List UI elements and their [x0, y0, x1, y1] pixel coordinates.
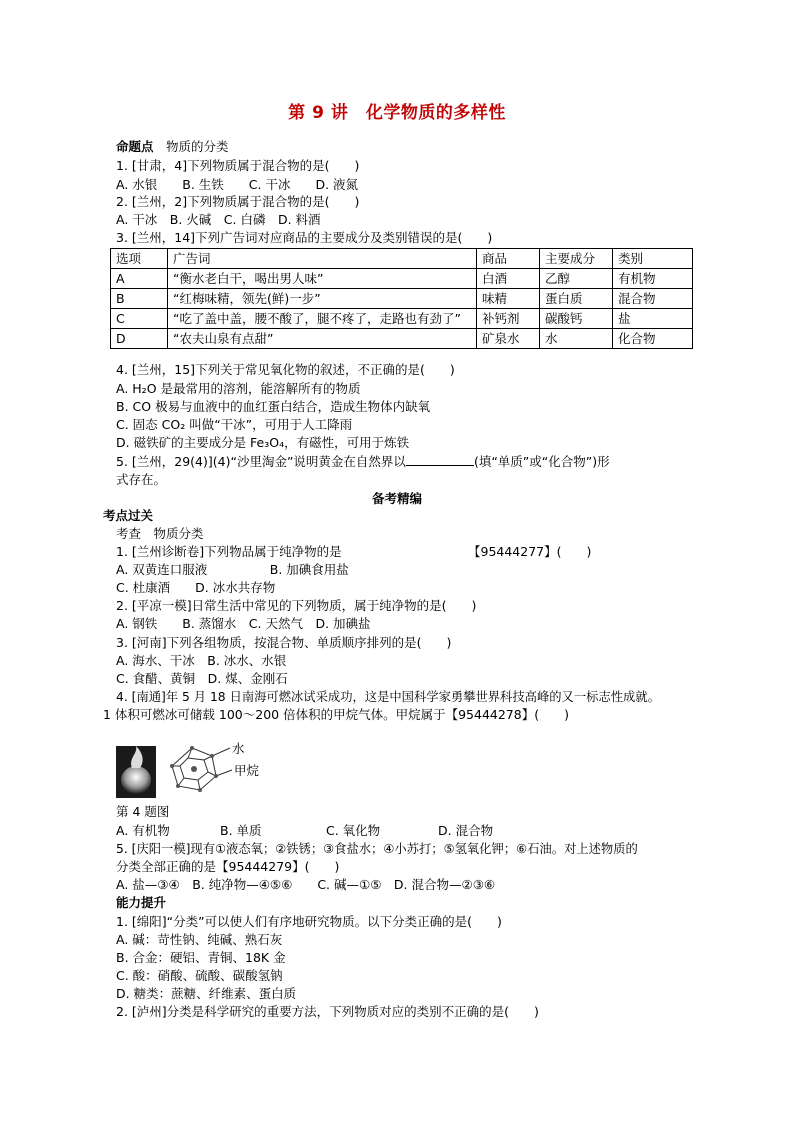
ability-q1-stem: 1. [绵阳]“分类”可以使人们有序地研究物质。以下分类正确的是( ) [116, 914, 502, 929]
section-heading-topic: 物质的分类 [153, 139, 229, 154]
table-cell: 味精 [477, 289, 540, 309]
table-header-row [111, 249, 693, 269]
table-cell: 有机物 [613, 269, 693, 289]
table-row [111, 289, 693, 309]
section-heading-bold: 命题点 [116, 139, 154, 154]
section-heading [116, 138, 229, 156]
review-q2-options: A. 钢铁 B. 蒸馏水 C. 天然气 D. 加碘盐 [116, 616, 371, 631]
table-cell: 盐 [613, 309, 693, 329]
table-cell: 补钙剂 [477, 309, 540, 329]
table-cell: 蛋白质 [540, 289, 613, 309]
table-cell: C [111, 309, 168, 329]
review-q4-option: A. 有机物 [116, 823, 170, 838]
ability-q1-option: A. 碱：苛性钠、纯碱、熟石灰 [116, 932, 283, 947]
ability-q2-stem: 2. [泸州]分类是科学研究的重要方法，下列物质对应的类别不正确的是( ) [116, 1004, 539, 1019]
table-header-cell: 主要成分 [540, 249, 613, 269]
table-cell: “农夫山泉有点甜” [168, 329, 477, 349]
review-q3-stem: 3. [河南]下列各组物质，按混合物、单质顺序排列的是( ) [116, 635, 452, 650]
table-cell: “衡水老白干，喝出男人味” [168, 269, 477, 289]
table-cell: 碳酸钙 [540, 309, 613, 329]
table-cell: 白酒 [477, 269, 540, 289]
question-3-table [110, 248, 693, 349]
question-5-stem-line2: 式存在。 [116, 472, 167, 487]
question-5-stem-after: (填“单质”或“化合物”)形 [473, 454, 610, 469]
table-cell: 混合物 [613, 289, 693, 309]
table-cell: 乙醇 [540, 269, 613, 289]
table-cell: “红梅味精，领先(鲜)一步” [168, 289, 477, 309]
subsection-heading-review: 考点过关 [103, 508, 154, 523]
review-q5-stem-line1: 5. [庆阳一模]现有①液态氧；②铁锈；③食盐水；④小苏打；⑤氢氧化钾；⑥石油。对上述物质的 [116, 842, 638, 856]
review-q2-stem: 2. [平凉一模]日常生活中常见的下列物质，属于纯净物的是( ) [116, 598, 477, 613]
question-2-stem: 2. [兰州，2]下列物质属于混合物的是( ) [116, 194, 360, 209]
question-1-stem: 1. [甘肃，4]下列物质属于混合物的是( ) [116, 158, 360, 173]
review-q1-stem: 1. [兰州诊断卷]下列物品属于纯净物的是 [116, 544, 342, 559]
table-cell: D [111, 329, 168, 349]
question-4-option: D. 磁铁矿的主要成分是 Fe₃O₄，有磁性，可用于炼铁 [116, 435, 410, 450]
question-1-options: A. 水银 B. 生铁 C. 干冰 D. 液氮 [116, 177, 359, 192]
table-header-cell: 选项 [111, 249, 168, 269]
review-q1-options: C. 杜康酒 D. 冰水共存物 [116, 580, 276, 595]
question-5-stem-before: 5. [兰州，29(4)](4)“沙里淘金”说明黄金在自然界以 [116, 454, 406, 469]
review-q3-options: A. 海水、干冰 B. 冰水、水银 [116, 653, 287, 668]
table-cell: 水 [540, 329, 613, 349]
page-title: 第 9 讲 化学物质的多样性 [288, 103, 506, 123]
table-header-cell: 广告词 [168, 249, 477, 269]
review-q5-stem-line2: 分类全部正确的是【95444279】( ) [116, 859, 340, 874]
question-4-option: C. 固态 CO₂ 叫做“干冰”，可用于人工降雨 [116, 417, 353, 432]
ability-q1-option: C. 酸：硝酸、硫酸、碳酸氢钠 [116, 968, 283, 983]
figure-label-methane: 甲烷 [234, 763, 260, 778]
table-cell: A [111, 269, 168, 289]
ability-q1-option: D. 糖类：蔗糖、纤维素、蛋白质 [116, 986, 297, 1001]
review-q4-stem-line2: 1 体积可燃冰可储载 100～200 倍体积的甲烷气体。甲烷属于【95444278】( ) [103, 707, 569, 722]
question-4-stem: 4. [兰州，15]下列关于常见氧化物的叙述，不正确的是( ) [116, 362, 455, 377]
review-q5-options: A. 盐—③④ B. 纯净物—④⑤⑥ C. 碱—①⑤ D. 混合物—②③⑥ [116, 877, 496, 892]
figure-caption: 第 4 题图 [116, 804, 170, 819]
answer-blank[interactable] [406, 453, 474, 466]
table-cell: “吃了盖中盖，腰不酸了，腿不疼了，走路也有劲了” [168, 309, 477, 329]
figure-label-water: 水 [232, 741, 245, 756]
table-cell: 矿泉水 [477, 329, 540, 349]
table-row [111, 329, 693, 349]
review-q4-option: B. 单质 [220, 823, 262, 838]
subsection-heading-ability: 能力提升 [116, 895, 167, 910]
methane-hydrate-figure [116, 740, 260, 800]
review-q3-options: C. 食醋、黄铜 D. 煤、金刚石 [116, 671, 288, 686]
table-row [111, 269, 693, 289]
table-header-cell: 商品 [477, 249, 540, 269]
subsection-topic: 考查 物质分类 [116, 526, 204, 541]
review-q1-options: A. 双黄连口服液 B. 加碘食用盐 [116, 562, 349, 577]
table-header-cell: 类别 [613, 249, 693, 269]
question-2-options: A. 干冰 B. 火碱 C. 白磷 D. 料酒 [116, 212, 321, 227]
ability-q1-option: B. 合金：硬铝、青铜、18K 金 [116, 950, 286, 965]
review-q4-option: D. 混合物 [438, 823, 494, 838]
table-cell: B [111, 289, 168, 309]
question-4-option: A. H₂O 是最常用的溶剂，能溶解所有的物质 [116, 381, 361, 396]
question-3-stem: 3. [兰州，14]下列广告词对应商品的主要成分及类别错误的是( ) [116, 230, 493, 245]
review-q1-code: 【95444277】( ) [468, 544, 592, 559]
review-q4-option: C. 氧化物 [326, 823, 381, 838]
table-row [111, 309, 693, 329]
question-5-stem [116, 453, 610, 471]
review-q4-stem-line1: 4. [南通]年 5 月 18 日南海可燃冰试采成功，这是中国科学家勇攀世界科技高峰的又一标志性成就。 [116, 690, 660, 704]
table-cell: 化合物 [613, 329, 693, 349]
question-4-option: B. CO 极易与血液中的血红蛋白结合，造成生物体内缺氧 [116, 399, 431, 414]
section-2-heading: 备考精编 [371, 491, 422, 506]
